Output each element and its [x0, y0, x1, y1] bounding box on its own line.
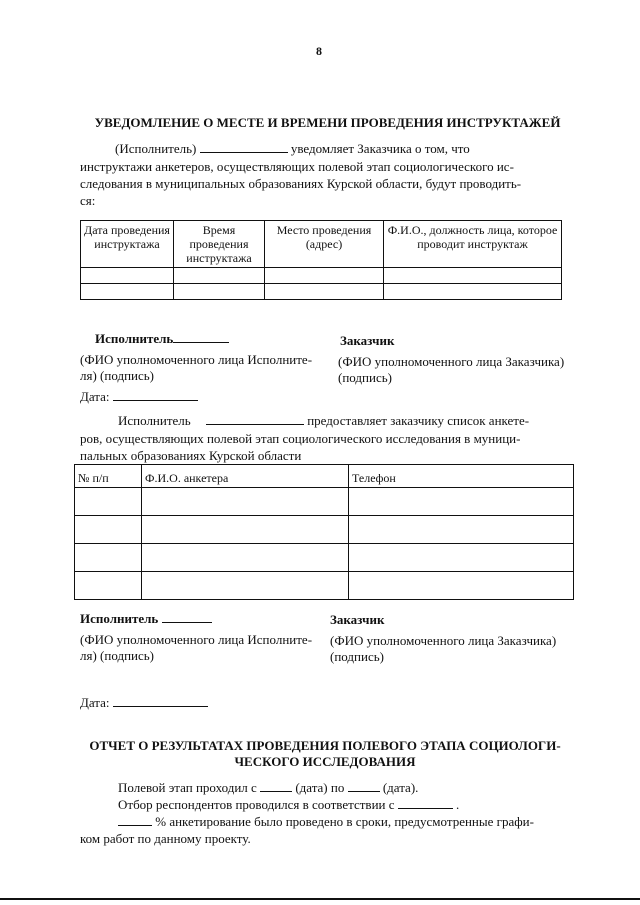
- section2-ispolnitel-blank: [206, 413, 304, 425]
- table-cell[interactable]: [75, 544, 142, 572]
- table-cell[interactable]: [75, 488, 142, 516]
- col-place: Место проведения (адрес): [265, 221, 384, 268]
- section2-para-line2: пальных образованиях Курской области: [80, 448, 302, 463]
- col-name: Ф.И.О. анкетера: [142, 465, 349, 488]
- end-date-blank: [348, 780, 380, 792]
- section3-line1-b: (дата) по: [295, 780, 345, 795]
- section2-para-rest: предоставляет заказчику список анкете-: [307, 413, 530, 428]
- section2-para-line0: [118, 413, 578, 429]
- table-cell[interactable]: [81, 284, 174, 300]
- section3-line3: [118, 814, 588, 830]
- section1-para-line0: [115, 141, 575, 157]
- start-date-blank: [260, 780, 292, 792]
- table-cell[interactable]: [384, 268, 562, 284]
- table-cell[interactable]: [349, 516, 574, 544]
- sign1-zakazchik: Заказчик: [340, 333, 395, 348]
- table-cell[interactable]: [142, 516, 349, 544]
- section3-title-line2: ЧЕСКОГО ИССЛЕДОВАНИЯ: [234, 754, 416, 769]
- table-cell[interactable]: [349, 544, 574, 572]
- table-cell[interactable]: [265, 284, 384, 300]
- instruction-schedule-table: [80, 220, 562, 300]
- col-time: Время проведения инструктажа: [174, 221, 265, 268]
- table-row: [75, 572, 574, 600]
- section3-title-line1: ОТЧЕТ О РЕЗУЛЬТАТАХ ПРОВЕДЕНИЯ ПОЛЕВОГО ЭТАПА СОЦИОЛОГИ-: [89, 738, 561, 753]
- col-phone: Телефон: [349, 465, 574, 488]
- table-cell[interactable]: [265, 268, 384, 284]
- sign2-zakazchik-note: (ФИО уполномоченного лица Заказчика) (подпись): [330, 633, 557, 664]
- section3-line2-end: .: [456, 797, 460, 812]
- sign2-ispolnitel-blank: [162, 611, 212, 623]
- section1-para-line1: инструктажи анкетеров, осуществляющих полевой этап социологического ис-: [80, 159, 514, 174]
- table-cell[interactable]: [142, 572, 349, 600]
- sign1-ispolnitel-label: Исполнитель: [95, 331, 174, 346]
- table-cell[interactable]: [75, 516, 142, 544]
- table-row: [75, 516, 574, 544]
- ispolnitel-blank: [200, 141, 288, 153]
- sign1-zakazchik-note: (ФИО уполномоченного лица Заказчика) (подпись): [338, 354, 565, 385]
- col-person: Ф.И.О., должность лица, которое проводит инструктаж: [384, 221, 562, 268]
- table-cell[interactable]: [81, 268, 174, 284]
- section1-para-line3: ся:: [80, 193, 96, 208]
- section3-line2: [118, 797, 578, 813]
- table-cell[interactable]: [75, 572, 142, 600]
- section1-title: УВЕДОМЛЕНИЕ О МЕСТЕ И ВРЕМЕНИ ПРОВЕДЕНИЯ ИНСТРУКТАЖЕЙ: [94, 115, 561, 130]
- table-cell[interactable]: [174, 284, 265, 300]
- col-number: № п/п: [75, 465, 142, 488]
- section3-line2-a: Отбор респондентов проводился в соответствии с: [118, 797, 395, 812]
- table-cell[interactable]: [174, 268, 265, 284]
- sign1-date-label: Дата:: [80, 389, 110, 404]
- sign1-ispolnitel-note: (ФИО уполномоченного лица Исполните-ля) (подпись): [80, 352, 313, 383]
- sign2-date: [80, 695, 208, 711]
- section3-line4: ком работ по данному проекту.: [80, 831, 251, 846]
- table-row: [75, 544, 574, 572]
- sign2-date-blank: [113, 695, 208, 707]
- sign2-ispolnitel: [80, 611, 212, 627]
- table-cell[interactable]: [349, 488, 574, 516]
- table-row: [75, 488, 574, 516]
- sign2-date-label: Дата:: [80, 695, 110, 710]
- section3-line3-a: % анкетирование было проведено в сроки, предусмотренные графи-: [155, 814, 534, 829]
- sign2-ispolnitel-note: (ФИО уполномоченного лица Исполните-ля) (подпись): [80, 632, 313, 663]
- sign2-ispolnitel-label: Исполнитель: [80, 611, 159, 626]
- section2-para-line1: ров, осуществляющих полевой этап социологического исследования в муници-: [80, 431, 521, 446]
- section3-line1: [118, 780, 578, 796]
- section2-ispolnitel: Исполнитель: [118, 413, 191, 428]
- table-cell[interactable]: [142, 488, 349, 516]
- percent-blank: [118, 814, 152, 826]
- sign1-ispolnitel: [95, 331, 229, 347]
- table-cell[interactable]: [349, 572, 574, 600]
- section3-line1-c: (дата).: [382, 780, 419, 795]
- ispolnitel-placeholder: (Исполнитель): [115, 141, 197, 156]
- table-cell[interactable]: [384, 284, 562, 300]
- page-number: 8: [316, 44, 322, 58]
- table-row: [81, 284, 562, 300]
- selection-blank: [398, 797, 453, 809]
- table-row: [81, 268, 562, 284]
- interviewer-list-table: [74, 464, 574, 600]
- table-cell[interactable]: [142, 544, 349, 572]
- section3-line1-a: Полевой этап проходил с: [118, 780, 257, 795]
- page-bottom-rule: [0, 898, 640, 900]
- section1-para-rest: уведомляет Заказчика о том, что: [290, 141, 470, 156]
- sign1-date: [80, 389, 198, 405]
- sign2-zakazchik: Заказчик: [330, 612, 385, 627]
- col-date: Дата проведения инструктажа: [81, 221, 174, 268]
- section1-para-line2: следования в муниципальных образованиях Курской области, будут проводить-: [80, 176, 522, 191]
- sign1-date-blank: [113, 389, 198, 401]
- sign1-ispolnitel-blank: [173, 331, 229, 343]
